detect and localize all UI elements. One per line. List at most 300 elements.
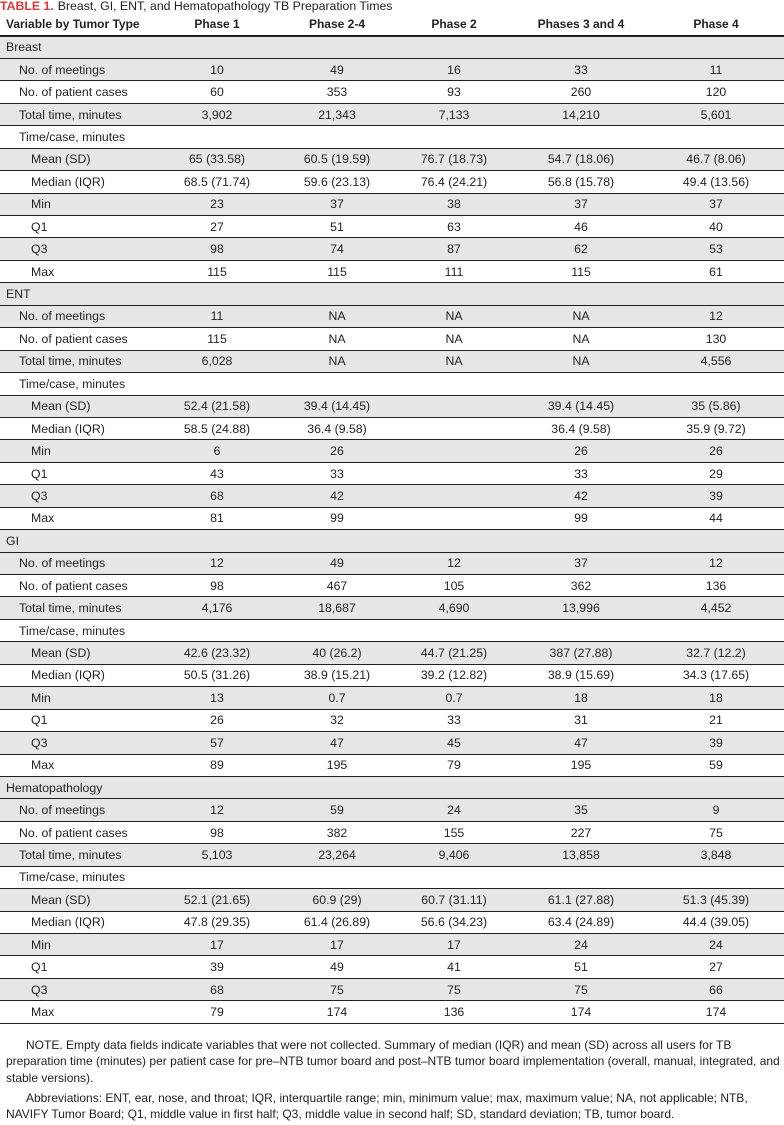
- row-label: Median (IQR): [0, 171, 154, 193]
- table-cell: 39: [648, 485, 784, 507]
- table-cell: 59.6 (23.13): [280, 171, 394, 193]
- group-label: Breast: [0, 36, 784, 58]
- table-cell: 13,858: [514, 844, 648, 866]
- table-cell: 56.8 (15.78): [514, 171, 648, 193]
- table-cell: 195: [514, 754, 648, 776]
- table-row: [0, 552, 784, 574]
- group-label: GI: [0, 530, 784, 552]
- table-row: [0, 305, 784, 327]
- table-cell: 26: [154, 709, 280, 731]
- table-cell: 4,690: [394, 597, 514, 619]
- table-cell: 36.4 (9.58): [514, 417, 648, 439]
- table-row: [0, 395, 784, 417]
- table-cell: NA: [514, 328, 648, 350]
- row-label: Q3: [0, 978, 154, 1000]
- table-row: [0, 328, 784, 350]
- row-label: Mean (SD): [0, 642, 154, 664]
- table-cell: 60: [154, 81, 280, 103]
- table-row: [0, 889, 784, 911]
- table-cell: 59: [648, 754, 784, 776]
- table-cell: 52.4 (21.58): [154, 395, 280, 417]
- table-cell: [648, 619, 784, 641]
- table-row: [0, 373, 784, 395]
- table-cell: 6: [154, 440, 280, 462]
- table-cell: 174: [280, 1001, 394, 1023]
- column-header: Phase 2: [394, 13, 514, 36]
- table-cell: 44: [648, 507, 784, 529]
- row-label: No. of meetings: [0, 552, 154, 574]
- group-label: ENT: [0, 283, 784, 305]
- table-cell: 195: [280, 754, 394, 776]
- table-cell: [280, 866, 394, 888]
- table-cell: 35: [514, 799, 648, 821]
- table-row: [0, 799, 784, 821]
- table-row: [0, 507, 784, 529]
- table-cell: 39.4 (14.45): [514, 395, 648, 417]
- table-cell: 12: [648, 305, 784, 327]
- table-cell: 63.4 (24.89): [514, 911, 648, 933]
- table-cell: 51: [514, 956, 648, 978]
- table-cell: [280, 373, 394, 395]
- row-label: Median (IQR): [0, 911, 154, 933]
- table-cell: 79: [154, 1001, 280, 1023]
- table-row: [0, 664, 784, 686]
- table-cell: 4,556: [648, 350, 784, 372]
- row-label: Q3: [0, 238, 154, 260]
- row-label: Total time, minutes: [0, 103, 154, 125]
- table-cell: 27: [648, 956, 784, 978]
- row-label: Q1: [0, 709, 154, 731]
- table-row: [0, 103, 784, 125]
- table-cell: 37: [648, 193, 784, 215]
- table-cell: 40: [648, 216, 784, 238]
- table-cell: 49: [280, 58, 394, 80]
- table-cell: 59: [280, 799, 394, 821]
- table-cell: 60.9 (29): [280, 889, 394, 911]
- table-cell: 9,406: [394, 844, 514, 866]
- table-row: [0, 238, 784, 260]
- table-cell: [394, 866, 514, 888]
- row-label: Mean (SD): [0, 148, 154, 170]
- table-cell: 467: [280, 575, 394, 597]
- table-cell: [648, 866, 784, 888]
- table-row: [0, 81, 784, 103]
- table-cell: 24: [514, 934, 648, 956]
- table-row: [0, 350, 784, 372]
- table-cell: 34.3 (17.65): [648, 664, 784, 686]
- table-cell: 12: [394, 552, 514, 574]
- table-cell: 21: [648, 709, 784, 731]
- table-cell: 68.5 (71.74): [154, 171, 280, 193]
- table-cell: 13: [154, 687, 280, 709]
- table-cell: 61: [648, 260, 784, 282]
- table-cell: [394, 126, 514, 148]
- table-cell: [394, 440, 514, 462]
- row-label: Total time, minutes: [0, 350, 154, 372]
- table-cell: 44.7 (21.25): [394, 642, 514, 664]
- table-cell: 353: [280, 81, 394, 103]
- table-cell: 51.3 (45.39): [648, 889, 784, 911]
- table-cell: 37: [514, 193, 648, 215]
- table-cell: 18,687: [280, 597, 394, 619]
- table-cell: [394, 507, 514, 529]
- table-cell: 24: [648, 934, 784, 956]
- table-cell: 46: [514, 216, 648, 238]
- table-cell: 16: [394, 58, 514, 80]
- table-row: [0, 956, 784, 978]
- row-label: Max: [0, 1001, 154, 1023]
- row-label: Q3: [0, 732, 154, 754]
- table-cell: [394, 417, 514, 439]
- table-abbreviations: Abbreviations: ENT, ear, nose, and throat; IQR, interquartile range; min, minimum value; max, maximum value; NA, not applicable; NTB, NAVIFY Tumor Board; Q1, middle value in first half; Q3, middle value in second half; SD, standard deviation; TB, tumor board.: [6, 1090, 748, 1122]
- row-label: Total time, minutes: [0, 597, 154, 619]
- table-cell: 12: [648, 552, 784, 574]
- table-cell: 136: [648, 575, 784, 597]
- row-label: No. of meetings: [0, 58, 154, 80]
- table-row: [0, 216, 784, 238]
- table-cell: NA: [394, 328, 514, 350]
- table-cell: 99: [280, 507, 394, 529]
- table-row: [0, 193, 784, 215]
- table-cell: 46.7 (8.06): [648, 148, 784, 170]
- table-row: [0, 575, 784, 597]
- table-cell: 38.9 (15.69): [514, 664, 648, 686]
- table-cell: 26: [514, 440, 648, 462]
- table-row: [0, 58, 784, 80]
- table-cell: 105: [394, 575, 514, 597]
- table-row: [0, 148, 784, 170]
- table-cell: [154, 866, 280, 888]
- table-cell: [394, 395, 514, 417]
- row-label: Max: [0, 260, 154, 282]
- table-cell: NA: [514, 305, 648, 327]
- table-row: [0, 462, 784, 484]
- table-cell: 35.9 (9.72): [648, 417, 784, 439]
- table-cell: NA: [280, 350, 394, 372]
- row-label: Total time, minutes: [0, 844, 154, 866]
- group-row: [0, 776, 784, 798]
- table-cell: [154, 373, 280, 395]
- table-cell: 43: [154, 462, 280, 484]
- table-cell: NA: [394, 305, 514, 327]
- table-cell: 39: [648, 732, 784, 754]
- table-cell: 6,028: [154, 350, 280, 372]
- row-label: Q1: [0, 956, 154, 978]
- table-cell: 17: [280, 934, 394, 956]
- table-cell: 98: [154, 575, 280, 597]
- table-cell: 0.7: [394, 687, 514, 709]
- table-cell: 52.1 (21.65): [154, 889, 280, 911]
- table-cell: 17: [154, 934, 280, 956]
- table-cell: 47: [280, 732, 394, 754]
- table-cell: 60.7 (31.11): [394, 889, 514, 911]
- table-cell: 4,176: [154, 597, 280, 619]
- table-cell: [514, 126, 648, 148]
- table-row: [0, 978, 784, 1000]
- table-cell: 75: [394, 978, 514, 1000]
- table-cell: 37: [514, 552, 648, 574]
- table-cell: 41: [394, 956, 514, 978]
- row-label: Time/case, minutes: [0, 126, 154, 148]
- table-cell: 18: [648, 687, 784, 709]
- table-cell: 98: [154, 821, 280, 843]
- table-row: [0, 171, 784, 193]
- table-cell: 53: [648, 238, 784, 260]
- table-row: [0, 1001, 784, 1023]
- table-cell: 14,210: [514, 103, 648, 125]
- table-cell: 42.6 (23.32): [154, 642, 280, 664]
- table-cell: 74: [280, 238, 394, 260]
- table-cell: 39.4 (14.45): [280, 395, 394, 417]
- table-cell: 260: [514, 81, 648, 103]
- table-cell: 33: [514, 462, 648, 484]
- row-label: Q1: [0, 216, 154, 238]
- row-label: Q1: [0, 462, 154, 484]
- table-cell: 115: [154, 260, 280, 282]
- column-header: Phase 1: [154, 13, 280, 36]
- table-cell: 387 (27.88): [514, 642, 648, 664]
- group-label: Hematopathology: [0, 776, 784, 798]
- row-label: Min: [0, 193, 154, 215]
- table-cell: 44.4 (39.05): [648, 911, 784, 933]
- row-label: Mean (SD): [0, 889, 154, 911]
- table-caption-text: Breast, GI, ENT, and Hematopathology TB Preparation Times: [57, 0, 393, 13]
- table-cell: 17: [394, 934, 514, 956]
- table-cell: 37: [280, 193, 394, 215]
- table-cell: 63: [394, 216, 514, 238]
- row-label: Q3: [0, 485, 154, 507]
- table-row: [0, 619, 784, 641]
- table-cell: 49: [280, 552, 394, 574]
- group-row: [0, 530, 784, 552]
- row-label: Min: [0, 440, 154, 462]
- row-label: Median (IQR): [0, 417, 154, 439]
- table-cell: 75: [514, 978, 648, 1000]
- table-cell: [514, 373, 648, 395]
- table-cell: 61.4 (26.89): [280, 911, 394, 933]
- table-cell: [514, 866, 648, 888]
- table-cell: 61.1 (27.88): [514, 889, 648, 911]
- row-label: Time/case, minutes: [0, 373, 154, 395]
- row-label: Max: [0, 507, 154, 529]
- table-cell: 5,103: [154, 844, 280, 866]
- row-label: Time/case, minutes: [0, 619, 154, 641]
- table-cell: 87: [394, 238, 514, 260]
- table-cell: 13,996: [514, 597, 648, 619]
- table-cell: 10: [154, 58, 280, 80]
- group-row: [0, 283, 784, 305]
- row-label: Min: [0, 687, 154, 709]
- table-cell: [154, 126, 280, 148]
- table-cell: 27: [154, 216, 280, 238]
- row-label: No. of patient cases: [0, 81, 154, 103]
- table-cell: 120: [648, 81, 784, 103]
- table-cell: NA: [280, 305, 394, 327]
- table-cell: 66: [648, 978, 784, 1000]
- table-row: [0, 754, 784, 776]
- table-cell: 33: [394, 709, 514, 731]
- column-header: Phase 2-4: [280, 13, 394, 36]
- table-cell: NA: [394, 350, 514, 372]
- table-cell: 65 (33.58): [154, 148, 280, 170]
- table-caption: [0, 0, 784, 13]
- table-caption-label: TABLE 1.: [0, 0, 54, 13]
- table-cell: 49: [280, 956, 394, 978]
- table-cell: 23: [154, 193, 280, 215]
- table-cell: 45: [394, 732, 514, 754]
- table-row: [0, 844, 784, 866]
- table-cell: [394, 462, 514, 484]
- table-cell: 31: [514, 709, 648, 731]
- table-cell: [648, 126, 784, 148]
- row-label: Min: [0, 934, 154, 956]
- row-label: Median (IQR): [0, 664, 154, 686]
- table-row: [0, 485, 784, 507]
- table-cell: 115: [154, 328, 280, 350]
- table-row: [0, 934, 784, 956]
- row-label: No. of patient cases: [0, 328, 154, 350]
- table-cell: [394, 619, 514, 641]
- table-cell: 68: [154, 485, 280, 507]
- table-cell: 26: [648, 440, 784, 462]
- table-cell: 76.4 (24.21): [394, 171, 514, 193]
- table-cell: 111: [394, 260, 514, 282]
- table-cell: [280, 619, 394, 641]
- row-label: No. of patient cases: [0, 575, 154, 597]
- table-cell: 38.9 (15.21): [280, 664, 394, 686]
- table-cell: 76.7 (18.73): [394, 148, 514, 170]
- table-cell: NA: [280, 328, 394, 350]
- header-row: [0, 13, 784, 36]
- column-header: Phase 4: [648, 13, 784, 36]
- table-cell: 75: [648, 821, 784, 843]
- table-cell: 47.8 (29.35): [154, 911, 280, 933]
- table-cell: 42: [280, 485, 394, 507]
- table-cell: 36.4 (9.58): [280, 417, 394, 439]
- table-cell: 47: [514, 732, 648, 754]
- table-cell: 79: [394, 754, 514, 776]
- table-cell: 3,902: [154, 103, 280, 125]
- table-cell: 130: [648, 328, 784, 350]
- table-cell: 57: [154, 732, 280, 754]
- table-cell: 51: [280, 216, 394, 238]
- table-cell: 155: [394, 821, 514, 843]
- table-cell: 39.2 (12.82): [394, 664, 514, 686]
- table-cell: [514, 619, 648, 641]
- table-cell: 174: [514, 1001, 648, 1023]
- table-cell: 32: [280, 709, 394, 731]
- table-row: [0, 260, 784, 282]
- table-cell: 32.7 (12.2): [648, 642, 784, 664]
- table-cell: 21,343: [280, 103, 394, 125]
- column-header: Phases 3 and 4: [514, 13, 648, 36]
- row-label: Time/case, minutes: [0, 866, 154, 888]
- table-cell: 60.5 (19.59): [280, 148, 394, 170]
- table-row: [0, 732, 784, 754]
- table-cell: 24: [394, 799, 514, 821]
- table-cell: 50.5 (31.26): [154, 664, 280, 686]
- table-cell: 174: [648, 1001, 784, 1023]
- table-cell: 33: [514, 58, 648, 80]
- table-note: NOTE. Empty data fields indicate variables that were not collected. Summary of median (IQR) and mean (SD) across all users for TB preparation time (minutes) per patient case for pre–NTB tumor board and post–NTB tumor board implementation (overall, manual, integrated, and stable versions).: [6, 1037, 780, 1085]
- table-row: [0, 821, 784, 843]
- table-cell: 75: [280, 978, 394, 1000]
- table-cell: 9: [648, 799, 784, 821]
- table-cell: 362: [514, 575, 648, 597]
- table-cell: 99: [514, 507, 648, 529]
- table-body: [0, 36, 784, 1023]
- table-cell: 81: [154, 507, 280, 529]
- table-cell: 58.5 (24.88): [154, 417, 280, 439]
- table-row: [0, 687, 784, 709]
- row-label: Mean (SD): [0, 395, 154, 417]
- table-row: [0, 126, 784, 148]
- column-header: Variable by Tumor Type: [0, 13, 154, 36]
- table-row: [0, 642, 784, 664]
- table-cell: 49.4 (13.56): [648, 171, 784, 193]
- table-row: [0, 911, 784, 933]
- row-label: No. of patient cases: [0, 821, 154, 843]
- table-cell: 89: [154, 754, 280, 776]
- table-cell: 23,264: [280, 844, 394, 866]
- table-cell: 12: [154, 552, 280, 574]
- table-row: [0, 597, 784, 619]
- table-cell: 12: [154, 799, 280, 821]
- table-row: [0, 866, 784, 888]
- table-cell: 4,452: [648, 597, 784, 619]
- table-notes: [0, 1024, 784, 1123]
- table-cell: 29: [648, 462, 784, 484]
- table-cell: 56.6 (34.23): [394, 911, 514, 933]
- table-row: [0, 709, 784, 731]
- table-cell: 136: [394, 1001, 514, 1023]
- table-cell: 42: [514, 485, 648, 507]
- table-cell: 38: [394, 193, 514, 215]
- table-row: [0, 417, 784, 439]
- table-cell: 18: [514, 687, 648, 709]
- table-cell: 93: [394, 81, 514, 103]
- row-label: No. of meetings: [0, 799, 154, 821]
- table-cell: 35 (5.86): [648, 395, 784, 417]
- table-cell: 98: [154, 238, 280, 260]
- table-cell: [394, 373, 514, 395]
- table-cell: 54.7 (18.06): [514, 148, 648, 170]
- table-cell: 11: [154, 305, 280, 327]
- table-cell: 40 (26.2): [280, 642, 394, 664]
- table-cell: 39: [154, 956, 280, 978]
- table-cell: 115: [514, 260, 648, 282]
- table-cell: 62: [514, 238, 648, 260]
- table-cell: 11: [648, 58, 784, 80]
- table-cell: 382: [280, 821, 394, 843]
- table-cell: NA: [514, 350, 648, 372]
- row-label: Max: [0, 754, 154, 776]
- table-cell: 0.7: [280, 687, 394, 709]
- table-cell: 7,133: [394, 103, 514, 125]
- data-table: [0, 13, 784, 1024]
- table-cell: 33: [280, 462, 394, 484]
- table-cell: 26: [280, 440, 394, 462]
- table-cell: 115: [280, 260, 394, 282]
- table-cell: 227: [514, 821, 648, 843]
- table-cell: [280, 126, 394, 148]
- table-row: [0, 440, 784, 462]
- table-cell: 5,601: [648, 103, 784, 125]
- row-label: No. of meetings: [0, 305, 154, 327]
- table-cell: 3,848: [648, 844, 784, 866]
- group-row: [0, 36, 784, 58]
- table-cell: 68: [154, 978, 280, 1000]
